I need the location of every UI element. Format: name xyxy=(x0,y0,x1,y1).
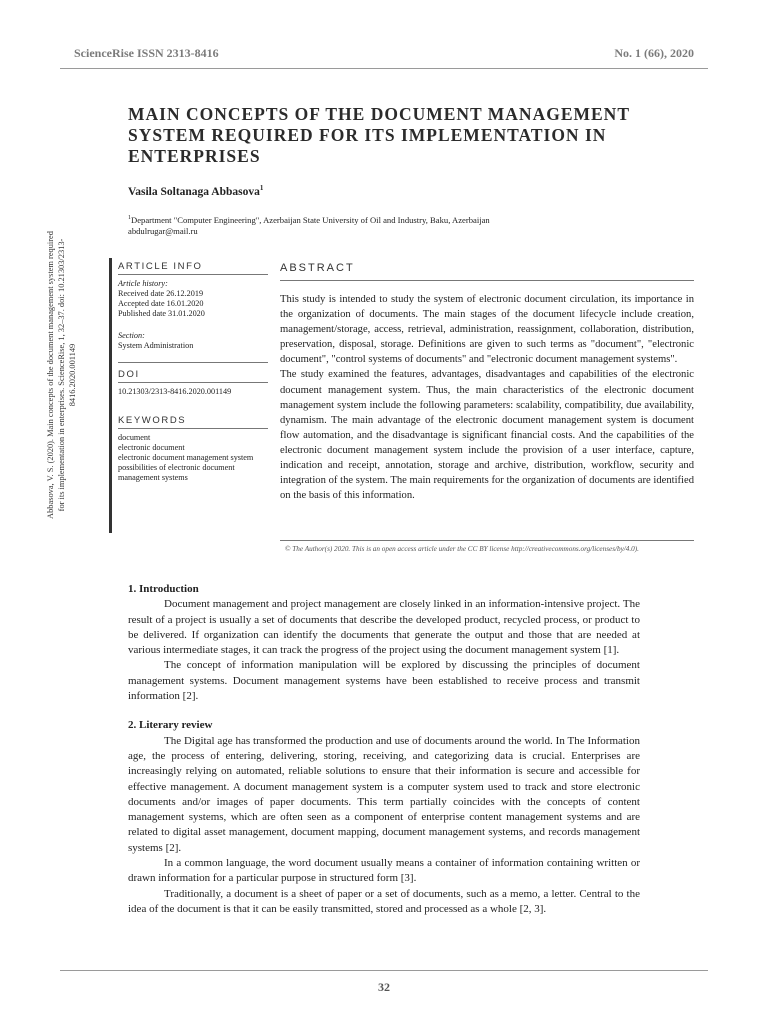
abstract-paragraph: This study is intended to study the system of electronic document circulation, its importance in the organization of documents. The main stages of the document lifecycle include creation, management/storage, access, retrieval, administration, reassignment, collaboration, distribution, preservation, disposal, storage. Definitions are given to such terms as "document", "electronic document", "control systems of documents" and "electronic document management systems". xyxy=(280,294,694,366)
keywords-heading: KEYWORDS xyxy=(118,416,268,429)
author-email[interactable]: abdulrugar@mail.ru xyxy=(128,225,198,236)
journal-header: ScienceRise ISSN 2313-8416 xyxy=(74,46,219,60)
body-paragraph: Traditionally, a document is a sheet of paper or a set of documents, such as a memo, a letter. Central to the idea of the document is that it can be easily transmitted, stored and processed as a whole [2, 3]. xyxy=(128,887,640,915)
section-value: System Administration xyxy=(118,341,194,350)
published-date: Published date 31.01.2020 xyxy=(118,309,205,318)
doi-block xyxy=(118,370,276,397)
license-note: © The Author(s) 2020. This is an open access article under the CC BY license http://creativecommons.org/licenses/by/4.0). xyxy=(285,545,639,553)
author-name: Vasila Soltanaga Abbasova xyxy=(128,185,260,198)
header-rule xyxy=(60,68,708,69)
abstract-bottom-rule xyxy=(280,540,694,541)
info-divider xyxy=(118,362,268,363)
author-line xyxy=(128,184,263,198)
article-info-heading: ARTICLE INFO xyxy=(118,262,268,275)
issue-header: No. 1 (66), 2020 xyxy=(614,46,694,60)
affiliation-text: Department "Computer Engineering", Azerbaijan State University of Oil and Industry, Baku, Azerbaijan xyxy=(131,214,490,225)
affiliation xyxy=(128,213,688,237)
body-paragraph: The Digital age has transformed the production and use of documents around the world. In The Information age, the process of entering, delivering, storing, receiving, and categorizing data is crucial. Enterprises are increasingly relying on automated, reliable solutions to ensure that their information is secure and accessible for effective management. A document management system is a computer system used to track and store electronic documents and/or images of paper documents. This term partially coincides with the concepts of content management systems, which are often seen as a component of enterprise content management systems and are related to digital asset management, document mapping, document management systems, and records management systems [2]. xyxy=(128,734,640,854)
keyword-item: electronic document xyxy=(118,443,185,452)
paper-title: MAIN CONCEPTS OF THE DOCUMENT MANAGEMENT SYSTEM REQUIRED FOR ITS IMPLEMENTATION IN ENTERPRISES xyxy=(128,104,630,166)
doi-heading: DOI xyxy=(118,370,268,383)
section-heading: 2. Literary review xyxy=(128,719,213,732)
footer-rule xyxy=(60,970,708,971)
keywords-block xyxy=(118,416,276,483)
article-body xyxy=(128,582,640,917)
history-label: Article history: xyxy=(118,279,168,288)
section-heading: 1. Introduction xyxy=(128,583,199,595)
affiliation-sup: 1 xyxy=(128,215,131,221)
keyword-item: possibilities of electronic document management systems xyxy=(118,463,235,482)
body-paragraph: In a common language, the word document usually means a container of information containing written or drawn information for a particular purpose in structured form [3]. xyxy=(128,857,640,885)
body-paragraph: The concept of information manipulation will be explored by discussing the principles of document management systems. Document management systems have been established to receive process and transmit information [2]. xyxy=(128,659,640,703)
body-paragraph: Document management and project management are closely linked in an information-intensive project. The result of a project is usually a set of documents that describe the developed product, recycled process, or product to be delivered. If organization can identify the documents that generate the output and those that are needed at various intermediate stages, it can track the progress of the project using the document management system [1]. xyxy=(128,598,640,657)
author-sup: 1 xyxy=(259,184,264,192)
citation-sidebar: Abbasova, V. S. (2020). Main concepts of the document management system required for its implementation in enterprises. ScienceRise, 1, 32–37. doi: 10.21303/2313-8416.2020.001149 xyxy=(46,231,77,519)
abstract-rule xyxy=(280,280,694,281)
received-date: Received date 26.12.2019 xyxy=(118,289,204,298)
page-number: 32 xyxy=(378,980,390,994)
keyword-item: document xyxy=(118,433,151,442)
abstract-text xyxy=(280,292,694,503)
abstract-paragraph: The study examined the features, advantages, disadvantages and capabilities of the electronic document management system. Thus, the main characteristics of the electronic document management system include the following parameters: scalability, compatibility, due availability, dynamism. The main advantage of the electronic document management system is document flow automation, and the disadvantage is significant financial costs. And the capabilities of the electronic document management system include the provision of a user interface, capture, indication and receipt, annotation, storage and archive, distribution, workflow, security and integration of the system. The main requirements for the organization of documents are identified on the basis of this information. xyxy=(280,369,694,502)
section-label: Section: xyxy=(118,331,145,340)
abstract-heading: ABSTRACT xyxy=(280,262,355,274)
keyword-item: electronic document management system xyxy=(118,453,254,462)
doi-value[interactable]: 10.21303/2313-8416.2020.001149 xyxy=(118,387,232,396)
accepted-date: Accepted date 16.01.2020 xyxy=(118,299,204,308)
article-info-block xyxy=(118,262,276,351)
